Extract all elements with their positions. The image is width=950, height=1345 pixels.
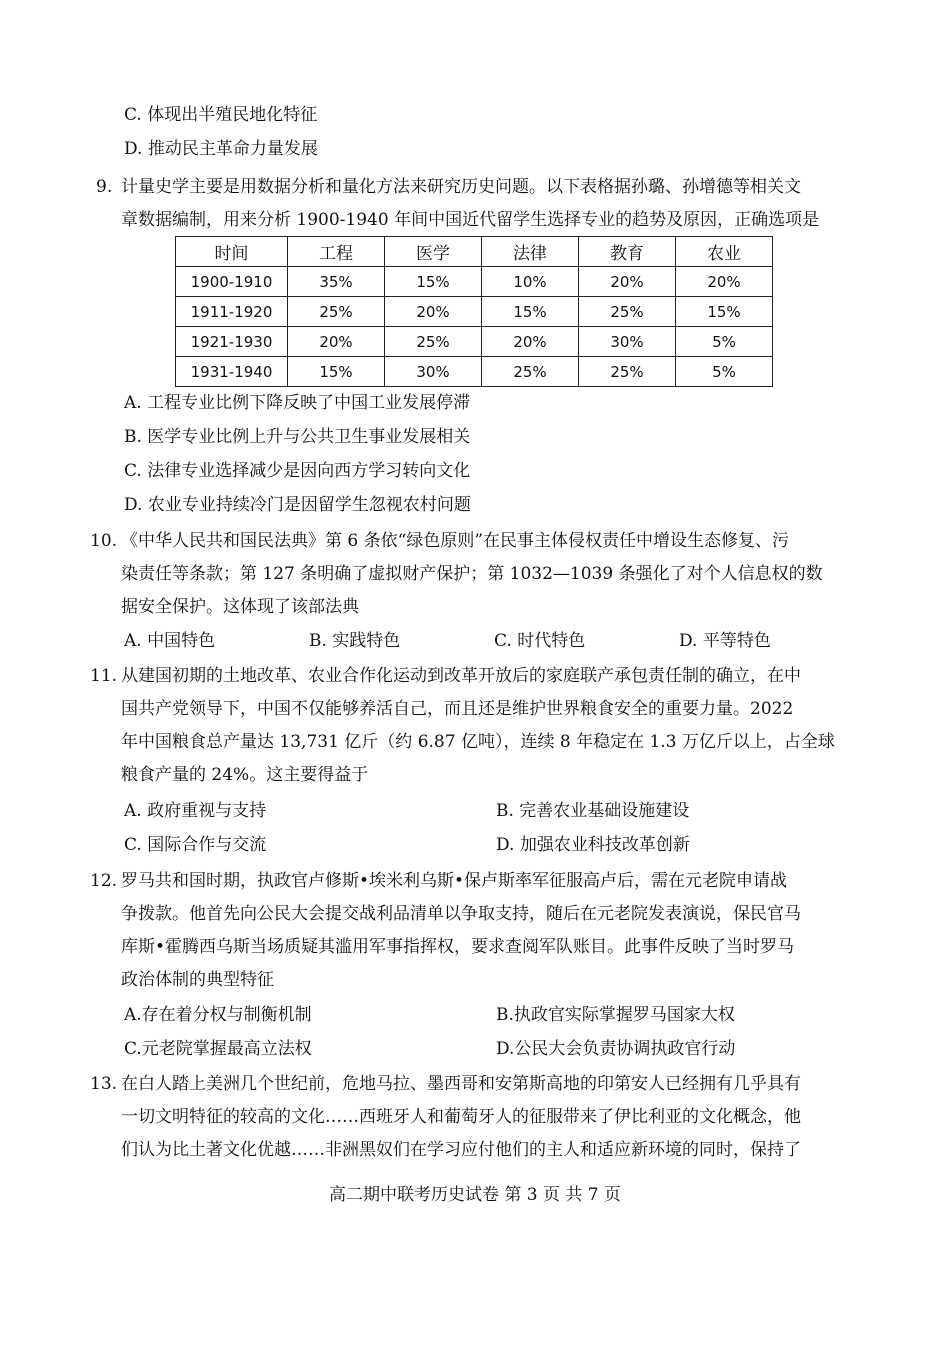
q10-option-c: C. 时代特色 xyxy=(494,631,586,651)
table-cell: 25% xyxy=(288,297,385,327)
q10-stem-line-3: 据安全保护。这体现了该部法典 xyxy=(121,597,359,617)
table-header-cell: 医学 xyxy=(385,237,482,267)
table-cell: 25% xyxy=(579,297,676,327)
q11-number: 11. xyxy=(90,666,118,686)
table-cell: 25% xyxy=(385,327,482,357)
q10-number: 10. xyxy=(90,531,118,551)
table-row xyxy=(176,297,773,327)
q12-option-d: D.公民大会负责协调执政官行动 xyxy=(496,1039,736,1059)
q12-option-c: C.元老院掌握最高立法权 xyxy=(124,1039,312,1059)
table-cell: 1931-1940 xyxy=(176,357,288,387)
table-row xyxy=(176,267,773,297)
q9-number: 9. xyxy=(96,177,113,197)
table-row xyxy=(176,327,773,357)
q10-option-b: B. 实践特色 xyxy=(309,631,401,651)
table-cell: 25% xyxy=(482,357,579,387)
table-cell: 20% xyxy=(482,327,579,357)
q11-option-c: C. 国际合作与交流 xyxy=(124,835,267,855)
table-header-cell: 教育 xyxy=(579,237,676,267)
table-cell: 25% xyxy=(579,357,676,387)
q10-option-d: D. 平等特色 xyxy=(679,631,771,651)
q9-option-a: A. 工程专业比例下降反映了中国工业发展停滞 xyxy=(124,393,471,413)
table-header-cell: 工程 xyxy=(288,237,385,267)
table-header-row xyxy=(176,237,773,267)
q9-option-d: D. 农业专业持续冷门是因留学生忽视农村问题 xyxy=(124,495,471,515)
page-footer: 高二期中联考历史试卷 第 3 页 共 7 页 xyxy=(328,1185,622,1205)
q12-stem-line-2: 争拨款。他首先向公民大会提交战利品清单以争取支持，随后在元老院发表演说，保民官马 xyxy=(121,904,801,924)
table-header-cell: 时间 xyxy=(176,237,288,267)
table-cell: 30% xyxy=(385,357,482,387)
q12-stem-line-4: 政治体制的典型特征 xyxy=(121,970,274,990)
table-cell: 20% xyxy=(676,267,773,297)
table-cell: 15% xyxy=(482,297,579,327)
q9-stem-line-1: 计量史学主要是用数据分析和量化方法来研究历史问题。以下表格据孙璐、孙增德等相关文 xyxy=(121,177,801,197)
table-header-cell: 农业 xyxy=(676,237,773,267)
table-cell: 15% xyxy=(288,357,385,387)
q11-stem-line-2: 国共产党领导下，中国不仅能够养活自己，而且还是维护世界粮食安全的重要力量。2022 xyxy=(121,699,794,719)
table-cell: 20% xyxy=(288,327,385,357)
q11-option-d: D. 加强农业科技改革创新 xyxy=(496,835,690,855)
q8-option-c: C. 体现出半殖民地化特征 xyxy=(124,105,318,125)
table-cell: 1911-1920 xyxy=(176,297,288,327)
table-cell: 1900-1910 xyxy=(176,267,288,297)
table-cell: 5% xyxy=(676,327,773,357)
table-cell: 1921-1930 xyxy=(176,327,288,357)
q12-stem-line-1: 罗马共和国时期，执政官卢修斯•埃米利乌斯•保卢斯率军征服高卢后，需在元老院申请战 xyxy=(121,871,788,891)
table-cell: 35% xyxy=(288,267,385,297)
q10-stem-line-1: 《中华人民共和国民法典》第 6 条依“绿色原则”在民事主体侵权责任中增设生态修复、污 xyxy=(121,531,790,551)
q10-stem-line-2: 染责任等条款；第 127 条明确了虚拟财产保护；第 1032—1039 条强化了对个人信息权的数 xyxy=(121,564,823,584)
q13-stem-line-1: 在白人踏上美洲几个世纪前，危地马拉、墨西哥和安第斯高地的印第安人已经拥有几乎具有 xyxy=(121,1074,801,1094)
q12-option-b: B.执政官实际掌握罗马国家大权 xyxy=(496,1005,735,1025)
table-cell: 10% xyxy=(482,267,579,297)
q13-stem-line-3: 们认为比土著文化优越……非洲黑奴们在学习应付他们的主人和适应新环境的同时，保持了 xyxy=(121,1140,801,1160)
q13-number: 13. xyxy=(90,1074,118,1094)
table-cell: 20% xyxy=(579,267,676,297)
table-cell: 15% xyxy=(676,297,773,327)
table-cell: 5% xyxy=(676,357,773,387)
table-cell: 15% xyxy=(385,267,482,297)
q11-stem-line-1: 从建国初期的土地改革、农业合作化运动到改革开放后的家庭联产承包责任制的确立，在中 xyxy=(121,666,801,686)
table-header-cell: 法律 xyxy=(482,237,579,267)
q11-option-b: B. 完善农业基础设施建设 xyxy=(496,801,690,821)
q12-stem-line-3: 库斯•霍腾西乌斯当场质疑其滥用军事指挥权，要求查阅军队账目。此事件反映了当时罗马 xyxy=(121,937,795,957)
q10-option-a: A. 中国特色 xyxy=(124,631,216,651)
q8-option-d: D. 推动民主革命力量发展 xyxy=(124,139,318,159)
q9-stem-line-2: 章数据编制，用来分析 1900-1940 年间中国近代留学生选择专业的趋势及原因，正确选项是 xyxy=(121,210,820,230)
table-cell: 30% xyxy=(579,327,676,357)
table-row xyxy=(176,357,773,387)
q11-option-a: A. 政府重视与支持 xyxy=(124,801,267,821)
q9-data-table xyxy=(175,236,773,387)
q11-stem-line-3: 年中国粮食总产量达 13,731 亿斤（约 6.87 亿吨），连续 8 年稳定在 1.3 万亿斤以上，占全球 xyxy=(121,732,835,752)
q9-option-b: B. 医学专业比例上升与公共卫生事业发展相关 xyxy=(124,427,471,447)
q12-number: 12. xyxy=(90,871,118,891)
q11-stem-line-4: 粮食产量的 24%。这主要得益于 xyxy=(121,765,369,785)
table-cell: 20% xyxy=(385,297,482,327)
q13-stem-line-2: 一切文明特征的较高的文化……西班牙人和葡萄牙人的征服带来了伊比利亚的文化概念，他 xyxy=(121,1107,801,1127)
q9-option-c: C. 法律专业选择减少是因向西方学习转向文化 xyxy=(124,461,471,481)
q12-option-a: A.存在着分权与制衡机制 xyxy=(124,1005,312,1025)
